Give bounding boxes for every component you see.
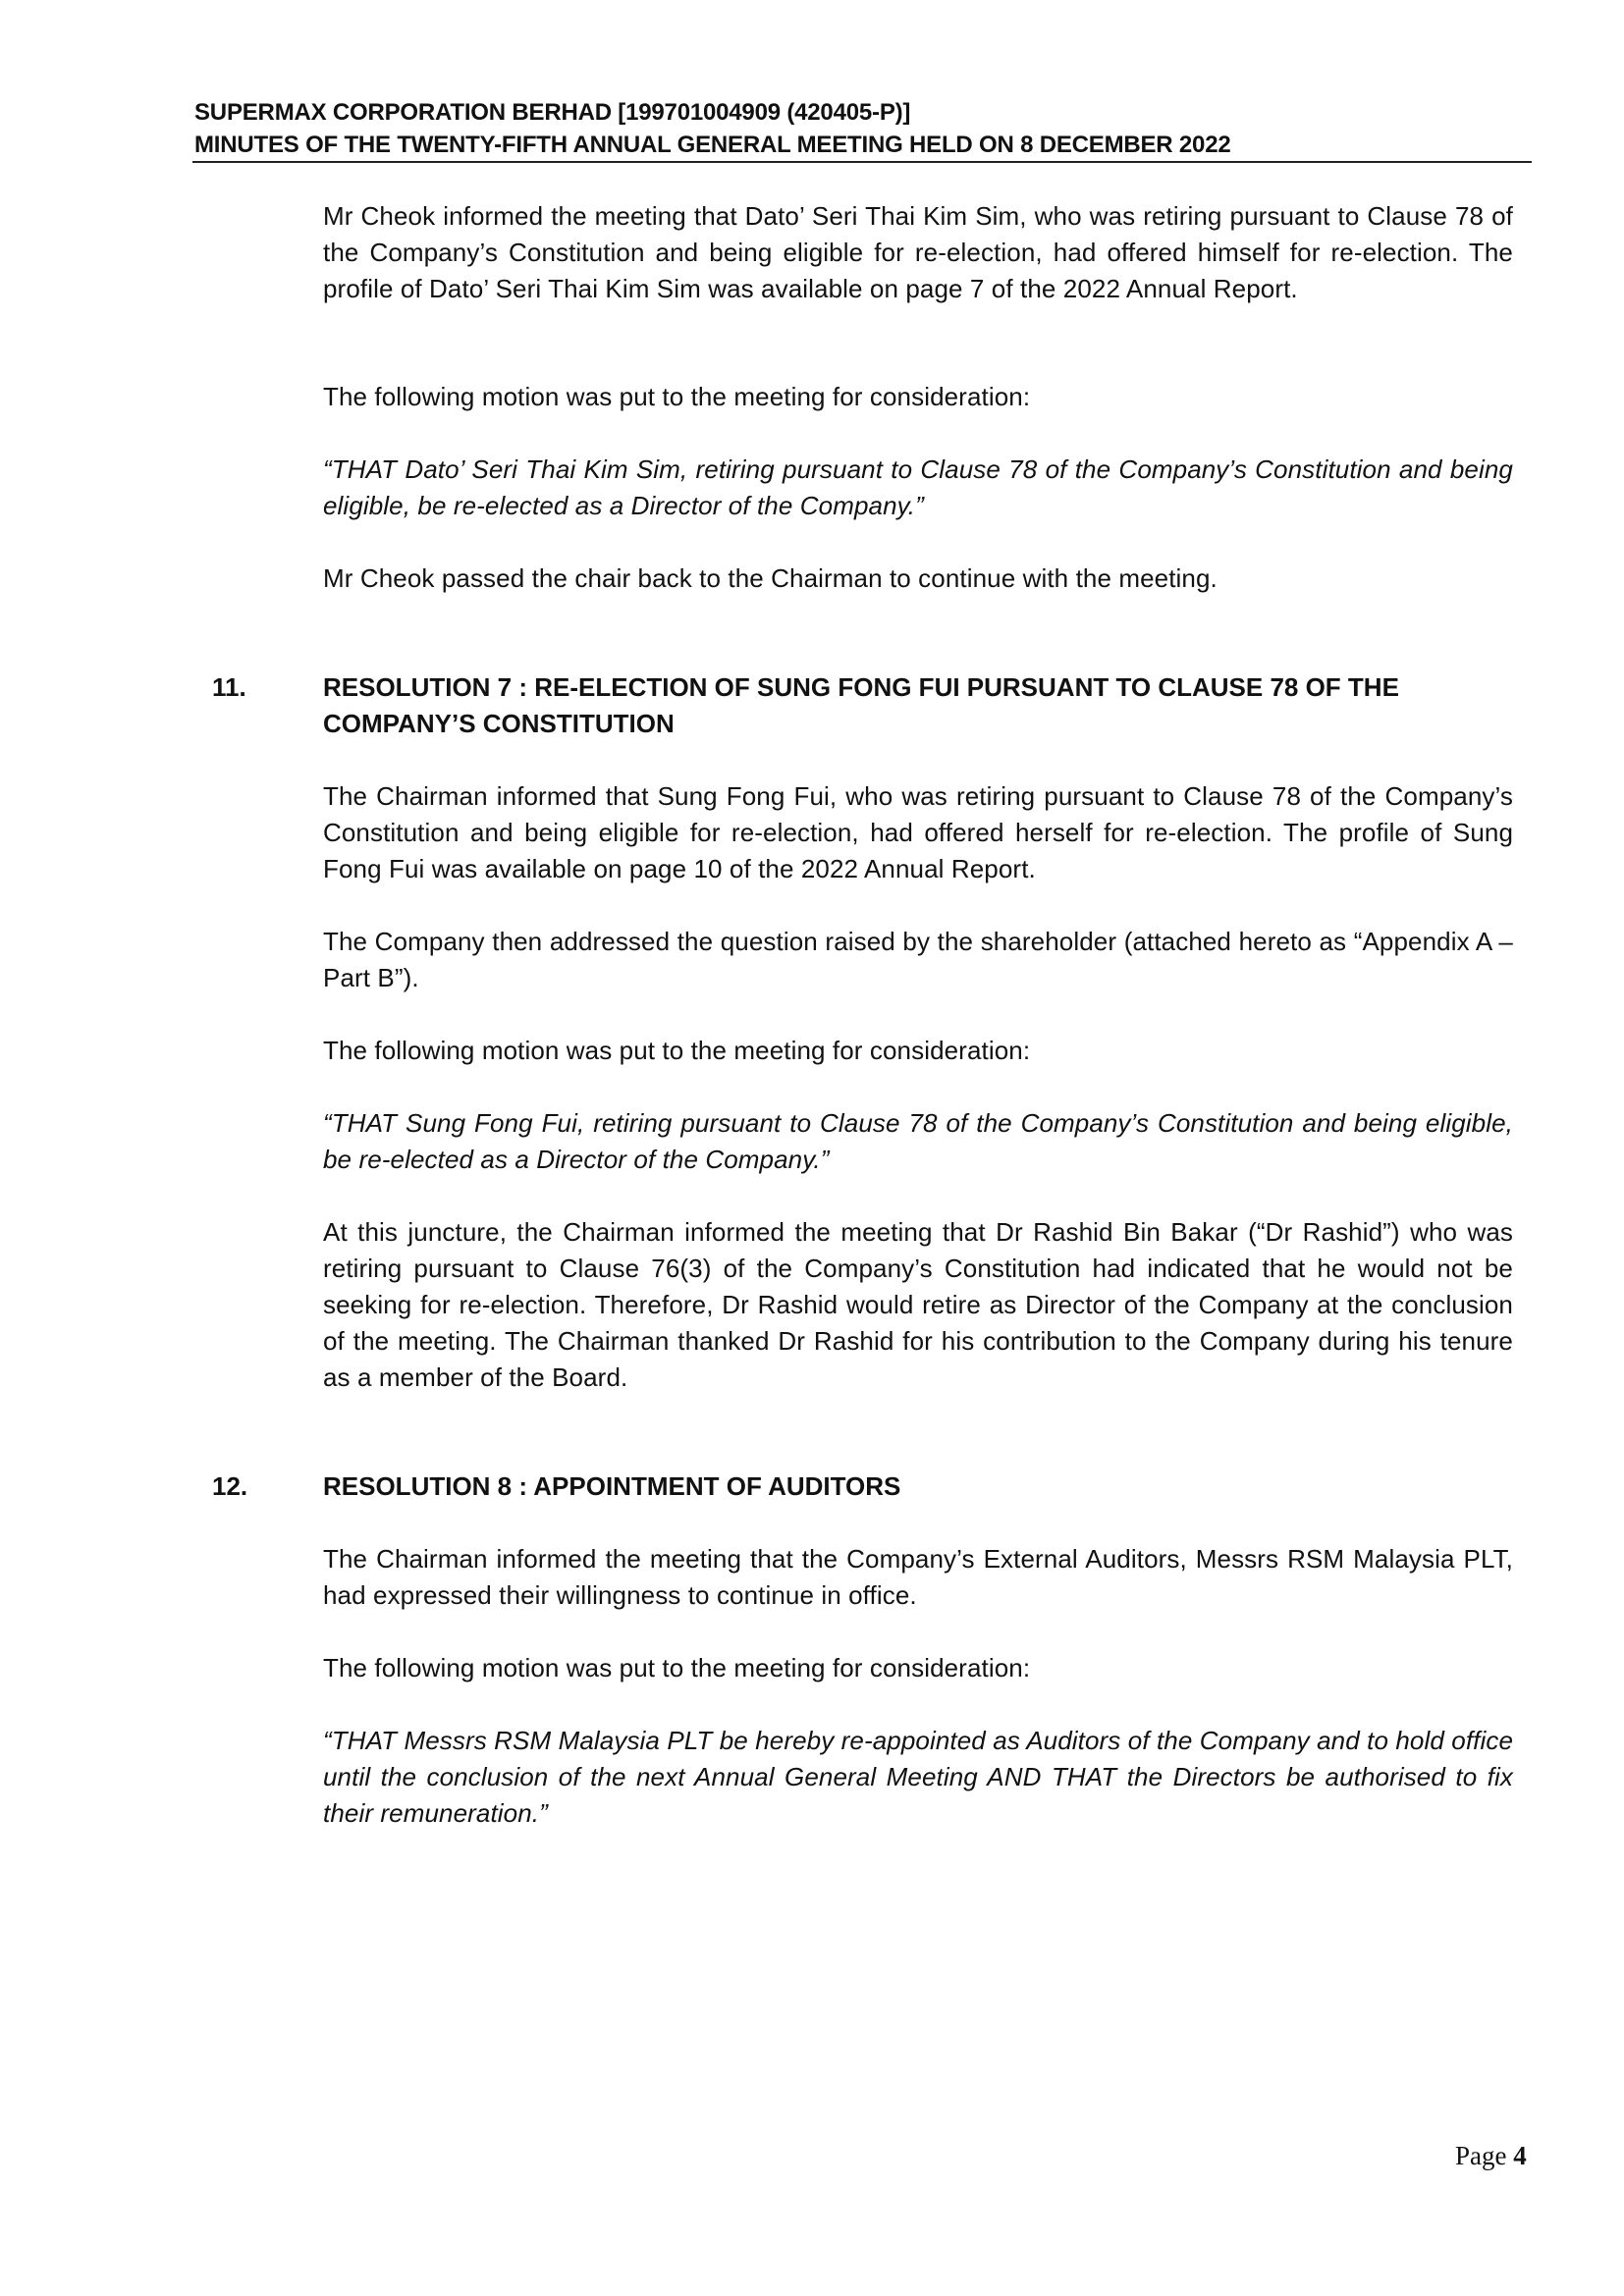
intro-paragraph-4: Mr Cheok passed the chair back to the Chairman to continue with the meeting. [323,563,1218,593]
section-11-paragraph-2: The Company then addressed the question raised by the shareholder (attached hereto as “Appendix A – Part B”). [323,927,1513,992]
section-11-number: 11. [212,672,246,702]
page-header [194,96,1534,161]
section-12-paragraph-2: The following motion was put to the meeting for consideration: [323,1653,1031,1682]
page-number-value: 4 [1513,2141,1527,2170]
intro-motion-quote: “THAT Dato’ Seri Thai Kim Sim, retiring pursuant to Clause 78 of the Company’s Constitution and being eligible, be re-elected as a Director of the Company.” [323,454,1513,520]
page-number [1455,2140,1527,2171]
section-12-number: 12. [212,1471,248,1501]
section-11-paragraph-1: The Chairman informed that Sung Fong Fui, who was retiring pursuant to Clause 78 of the Company’s Constitution and being eligible for re-election, had offered herself for re-election. The profile of Sung Fong Fui was available on page 10 of the 2022 Annual Report. [323,781,1513,883]
section-12-title: RESOLUTION 8 : APPOINTMENT OF AUDITORS [323,1471,901,1501]
intro-paragraph-1: Mr Cheok informed the meeting that Dato’ Seri Thai Kim Sim, who was retiring pursuant to Clause 78 of the Company’s Constitution and being eligible for re-election, had offered himself for re-election. The profile of Dato’ Seri Thai Kim Sim was available on page 7 of the 2022 Annual Report. [323,201,1513,303]
header-company-line: SUPERMAX CORPORATION BERHAD [199701004909 (420405-P)] [194,99,911,126]
section-12-paragraph-1: The Chairman informed the meeting that the Company’s External Auditors, Messrs RSM Malaysia PLT, had expressed their willingness to continue in office. [323,1544,1513,1610]
section-11-paragraph-3: The following motion was put to the meeting for consideration: [323,1036,1031,1065]
section-12-motion-quote: “THAT Messrs RSM Malaysia PLT be hereby re-appointed as Auditors of the Company and to hold office until the conclusion of the next Annual General Meeting AND THAT the Directors be authorised to fix their remuneration.” [323,1726,1513,1828]
page-number-label: Page [1455,2141,1507,2170]
section-11-title: RESOLUTION 7 : RE-ELECTION OF SUNG FONG FUI PURSUANT TO CLAUSE 78 OF THE COMPANY’S CONSTITUTION [323,672,1399,738]
section-11-motion-quote: “THAT Sung Fong Fui, retiring pursuant to Clause 78 of the Company’s Constitution and being eligible, be re-elected as a Director of the Company.” [323,1108,1513,1174]
header-divider [192,161,1532,163]
intro-paragraph-2: The following motion was put to the meeting for consideration: [323,382,1031,411]
header-minutes-line: MINUTES OF THE TWENTY-FIFTH ANNUAL GENERAL MEETING HELD ON 8 DECEMBER 2022 [194,132,1231,158]
section-11-paragraph-5: At this juncture, the Chairman informed the meeting that Dr Rashid Bin Bakar (“Dr Rashid”) who was retiring pursuant to Clause 76(3) of the Company’s Constitution had indicated that he would not be seeking for re-election. Therefore, Dr Rashid would retire as Director of the Company at the conclusion of the meeting. The Chairman thanked Dr Rashid for his contribution to the Company during his tenure as a member of the Board. [323,1217,1513,1392]
